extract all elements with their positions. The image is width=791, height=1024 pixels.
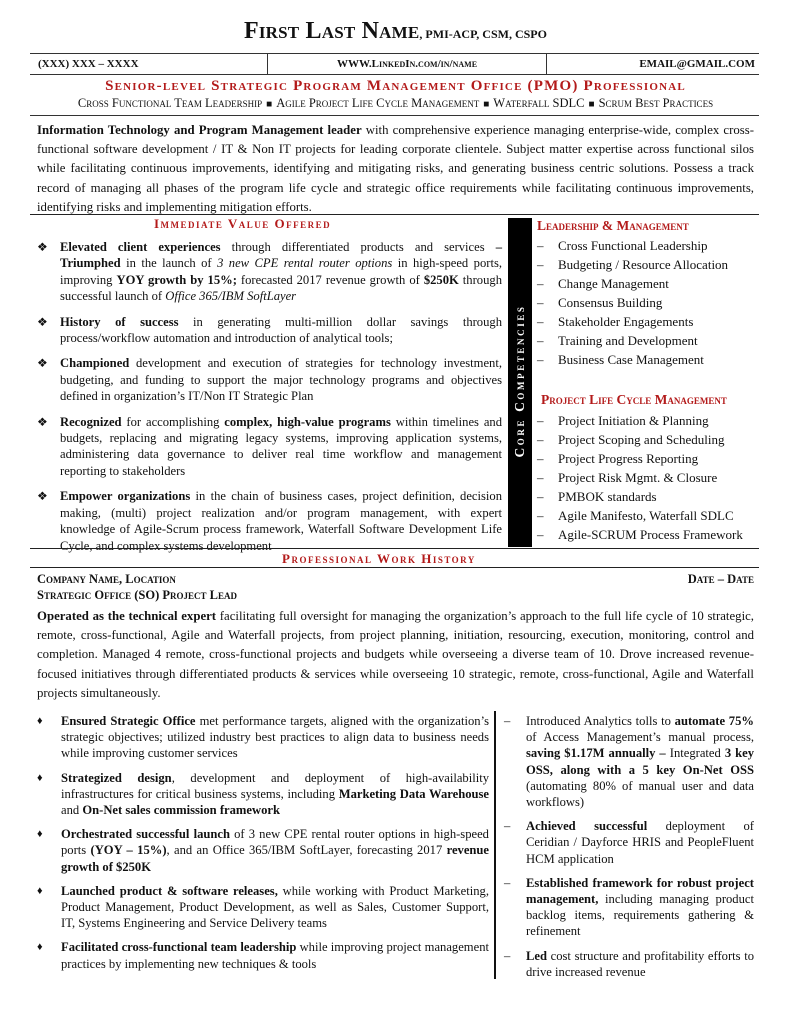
leadership-title: Leadership & Management	[537, 218, 689, 233]
value-section-title: Immediate Value Offered	[154, 216, 332, 231]
dash-icon: –	[504, 819, 511, 834]
dash-icon: –	[537, 527, 544, 542]
dash-icon: –	[504, 714, 511, 728]
employment-dates: Date – Date	[687, 572, 754, 586]
item-text: cost structure and profitability efforts to drive increased revenue	[526, 948, 754, 979]
item-lead: Recognized	[60, 414, 122, 429]
item-bold: (YOY – 15%)	[90, 843, 167, 858]
list-item	[537, 449, 759, 468]
core-competencies-label: Core Competencies	[512, 304, 527, 458]
job-title: Strategic Office (SO) Project Lead	[37, 588, 237, 602]
item-label: Stakeholder Engagements	[558, 314, 694, 329]
item-label: Training and Development	[558, 333, 698, 348]
dash-icon: –	[537, 489, 544, 504]
diamond-bullet-icon: ♦	[37, 828, 43, 841]
item-lead: Ensured Strategic Office	[61, 714, 196, 728]
item-label: Project Risk Mgmt. & Closure	[558, 470, 718, 485]
list-item	[37, 488, 502, 554]
item-label: Cross Functional Leadership	[558, 238, 708, 253]
list-item	[37, 826, 489, 875]
bullet-icon: ❖	[37, 414, 48, 429]
list-item	[537, 487, 759, 506]
list-item	[504, 875, 754, 940]
list-item	[537, 293, 759, 312]
item-bold: YOY growth by 15%;	[116, 272, 237, 287]
item-text: while improving project management practices by implementing new techniques & tools	[61, 940, 489, 971]
item-italic: 3 new CPE rental router options	[217, 256, 393, 271]
item-lead: Strategized design	[61, 770, 172, 785]
item-label: Agile Manifesto, Waterfall SDLC	[558, 508, 734, 523]
item-bold: – Triumphed	[60, 240, 502, 271]
dash-icon: –	[537, 508, 544, 523]
list-item	[37, 314, 502, 347]
subhead-item: Scrum Best Practices	[598, 96, 714, 110]
dash-icon: –	[537, 470, 544, 485]
item-text: including managing product backlog items, requirements gathering & refinement	[526, 892, 754, 939]
list-item	[537, 331, 759, 350]
bullet-icon: ❖	[37, 314, 48, 329]
item-lead: History of success	[60, 314, 179, 329]
list-item	[504, 818, 754, 867]
item-bold: automate 75%	[674, 714, 754, 728]
overview-lead: Operated as the technical expert	[37, 609, 217, 623]
diamond-bullet-icon: ♦	[37, 884, 43, 897]
item-text: met performance targets, aligned with the organization’s strategic objectives; utilized industry best practices to align data to business needs while improving customer services	[61, 714, 489, 761]
item-text: forecasted 2017 revenue growth of	[236, 272, 424, 287]
item-label: Business Case Management	[558, 352, 704, 367]
bullet-icon: ❖	[37, 356, 48, 371]
name-line	[0, 18, 791, 45]
work-history-title: Professional Work History	[282, 551, 476, 566]
item-text: development and execution of strategies for technology investment, budgeting, and funding to support the major technology programs and objectives defined in organization’s IT/Non IT Strategic Plan	[60, 356, 502, 404]
separator-icon: ■	[483, 99, 490, 110]
item-bold: Marketing Data Warehouse	[338, 786, 489, 801]
separator-icon: ■	[588, 99, 595, 110]
summary-text: with comprehensive experience managing enterprise-wide, complex cross-functional software development / IT & Non IT projects for leading corporate clientele. Subject matter expertise across functional silos while facilitating continuous improvements, identifying and mitigating risks, and generating business centric solutions. Possess a track record of managing all phases of the program life cycle and strategic office requirements while facilitating continuous improvements, identifying risks and implementing mitigation efforts.	[37, 123, 754, 214]
item-text: of Access Management’s manual process,	[526, 730, 754, 745]
item-bold: $250K	[423, 272, 459, 287]
list-item	[537, 274, 759, 293]
list-item	[537, 468, 759, 487]
phone-number: (XXX) XXX – XXXX	[38, 58, 139, 70]
item-text: through differentiated products and services	[220, 240, 496, 254]
item-lead: Led	[526, 948, 547, 963]
list-item	[37, 713, 489, 762]
plc-list	[537, 411, 759, 544]
achievements-left	[37, 713, 489, 980]
bullet-icon: ❖	[37, 240, 48, 254]
item-text: of 3 new CPE rental router options in high-speed ports	[61, 827, 489, 858]
item-text: within timelines and budgets, replacing and migrating legacy systems, improving application systems, administering data governance to deliver real time workflow and management reporting to stakeholders	[60, 414, 503, 478]
item-lead: Orchestrated successful launch	[61, 827, 230, 842]
list-item	[537, 236, 759, 255]
list-item	[37, 239, 502, 305]
item-text: through successful launch of	[60, 272, 502, 304]
list-item	[537, 411, 759, 430]
candidate-name: First Last Name	[244, 18, 420, 44]
dash-icon: –	[537, 333, 544, 348]
item-lead: Empower organizations	[60, 489, 191, 504]
list-item	[537, 255, 759, 274]
item-label: Project Scoping and Scheduling	[558, 432, 725, 447]
dash-icon: –	[504, 875, 511, 890]
item-lead: Achieved successful	[526, 819, 648, 834]
headline: Senior-level Strategic Program Management Office (PMO) Professional	[105, 78, 686, 94]
item-bold: On-Net sales commission framework	[82, 803, 280, 818]
item-bold: revenue growth of $250K	[61, 843, 490, 874]
item-lead: Established framework for robust project management,	[526, 875, 754, 907]
dash-icon: –	[537, 295, 544, 310]
item-label: PMBOK standards	[558, 489, 657, 504]
item-text: Integrated	[669, 746, 725, 761]
dash-icon: –	[504, 948, 511, 963]
list-item	[537, 430, 759, 449]
item-lead: Launched product & software releases,	[61, 883, 278, 898]
item-label: Project Initiation & Planning	[558, 413, 709, 428]
item-label: Change Management	[558, 276, 669, 291]
list-item	[504, 948, 754, 980]
dash-icon: –	[537, 257, 544, 272]
subhead-item: Cross Functional Team Leadership	[77, 96, 263, 110]
item-label: Project Progress Reporting	[558, 451, 699, 466]
contact-bar	[30, 53, 759, 75]
credentials: , PMI-ACP, CSM, CSPO	[419, 27, 547, 41]
dash-icon: –	[537, 276, 544, 291]
subhead-item: Agile Project Life Cycle Management	[276, 96, 480, 110]
dash-icon: –	[537, 352, 544, 367]
item-text: in high-speed ports, improving	[60, 256, 502, 287]
list-item	[537, 312, 759, 331]
subhead	[0, 96, 791, 111]
subhead-item: Waterfall SDLC	[493, 96, 585, 110]
list-item	[504, 713, 754, 810]
list-item	[537, 506, 759, 525]
value-list	[37, 239, 502, 563]
list-item	[537, 350, 759, 369]
plc-title: Project Life Cycle Management	[541, 392, 727, 407]
item-text: in the launch of	[120, 256, 218, 271]
item-lead: Facilitated cross-functional team leadership	[61, 940, 297, 955]
role-overview	[37, 607, 754, 703]
linkedin-url[interactable]: WWW.LinkedIn.com/in/name	[336, 58, 478, 70]
item-lead: Elevated client experiences	[60, 240, 221, 254]
item-italic: Office 365/IBM SoftLayer	[165, 289, 297, 304]
item-text: in the chain of business cases, project definition, decision making, (multi) project realization and/or program management, with expert knowledge of Agile-Scrum process framework, Waterfall Software Development Life Cycle, and complex systems development	[60, 489, 502, 553]
bullet-icon: ❖	[37, 489, 48, 504]
list-item	[37, 414, 502, 480]
divider	[30, 115, 759, 116]
diamond-bullet-icon: ♦	[37, 941, 43, 954]
list-item	[37, 355, 502, 404]
item-text: (automating 80% of manual user and data workflows)	[526, 778, 754, 810]
overview-text: facilitating full oversight for managing the organization’s approach to the full life cycle of 10 strategic, remote, cross-functional, Agile and Waterfall projects, from project planning, initiation, resourcing, execution, monitoring, control and completion. Managed 4 remote, cross-functional projects and budgets while overseeing a diverse team of 10. Drove increased revenue-focused initiatives through differentiated products & services while overseeing 10 strategic, remote, cross-functional, Agile and Waterfall projects simultaneously.	[37, 609, 754, 700]
summary-lead: Information Technology and Program Management leader	[37, 123, 362, 137]
dash-icon: –	[537, 314, 544, 329]
dash-icon: –	[537, 413, 544, 428]
separator-icon: ■	[266, 99, 273, 110]
item-bold: complex, high-value programs	[224, 414, 391, 429]
item-text: for accomplishing	[121, 414, 225, 429]
item-bold: 3 key OSS, along with a 5 key On-Net OSS	[526, 746, 755, 777]
item-text: while working with Product Marketing, Product Management, Product Development, as well as Sales, Customer Support, IT, Systems Engineering and Service Delivery teams	[61, 883, 489, 931]
item-bold: saving $1.17M annually –	[526, 746, 670, 761]
list-item	[37, 770, 489, 819]
column-divider	[494, 711, 496, 979]
dash-icon: –	[537, 432, 544, 447]
list-item	[537, 525, 759, 544]
item-label: Consensus Building	[558, 295, 663, 310]
achievements-right	[504, 713, 754, 988]
list-item	[37, 883, 489, 932]
section-divider	[30, 567, 759, 568]
summary-paragraph	[37, 121, 754, 217]
diamond-bullet-icon: ♦	[37, 771, 43, 784]
item-lead: Championed	[60, 356, 130, 371]
dash-icon: –	[537, 451, 544, 466]
item-text: in generating multi-million dollar savings through process/workflow automation and introduction of analytical tools;	[60, 314, 502, 346]
item-label: Agile-SCRUM Process Framework	[558, 527, 743, 542]
section-divider	[30, 548, 759, 549]
diamond-bullet-icon: ♦	[37, 715, 43, 727]
company-name: Company Name, Location	[37, 572, 176, 586]
item-label: Budgeting / Resource Allocation	[558, 257, 729, 272]
item-text: deployment of Ceridian / Dayforce HRIS and PeopleFluent HCM application	[526, 819, 754, 866]
item-text: and	[61, 803, 83, 818]
section-divider	[30, 214, 759, 215]
dash-icon: –	[537, 238, 544, 253]
item-text: , development and deployment of high-availability infrastructures for critical business systems, including	[61, 770, 490, 801]
email-address[interactable]: EMAIL@GMAIL.COM	[639, 58, 755, 70]
leadership-list	[537, 236, 759, 369]
item-text: , and an Office 365/IBM SoftLayer, forecasting 2017	[166, 843, 447, 858]
item-text: Introduced Analytics tolls to	[526, 714, 675, 728]
list-item	[37, 939, 489, 971]
